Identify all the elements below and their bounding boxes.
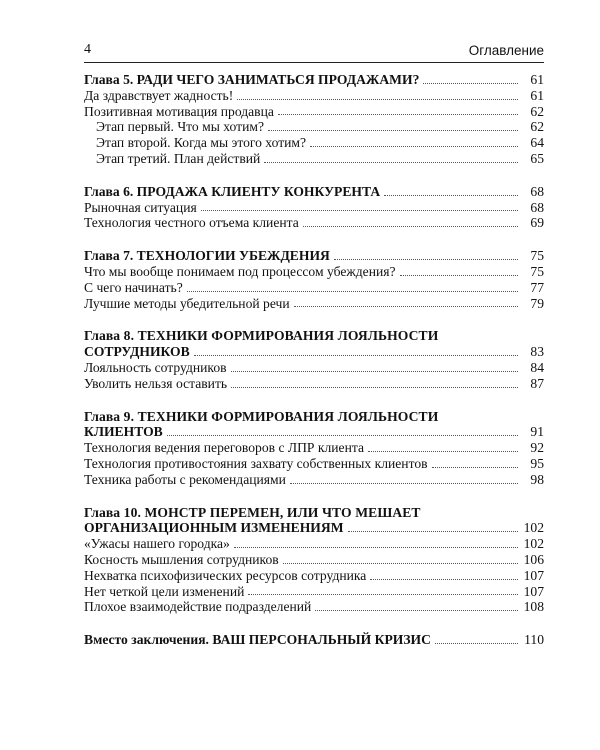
dot-leader xyxy=(167,435,518,436)
toc-entry-title: Да здравствует жадность! xyxy=(84,87,234,103)
dot-leader xyxy=(201,210,518,211)
toc-entry-title: Что мы вообще понимаем под процессом убеждения? xyxy=(84,263,396,279)
toc-entry[interactable] xyxy=(84,360,544,376)
dot-leader xyxy=(432,467,518,468)
dot-leader xyxy=(194,355,518,356)
table-of-contents xyxy=(84,72,544,648)
toc-entry-page: 61 xyxy=(530,72,544,87)
chapter-section xyxy=(84,505,544,616)
toc-entry-page: 77 xyxy=(530,279,544,295)
toc-entry-title: Лояльность сотрудников xyxy=(84,359,227,375)
toc-entry-page: 84 xyxy=(530,359,544,375)
chapter-heading[interactable] xyxy=(84,424,544,440)
toc-entry[interactable] xyxy=(84,151,544,167)
toc-entry-title: Уволить нельзя оставить xyxy=(84,375,228,391)
toc-entry-page: 107 xyxy=(523,583,544,599)
dot-leader xyxy=(231,387,518,388)
toc-entry[interactable] xyxy=(84,280,544,296)
toc-entry[interactable] xyxy=(84,472,544,488)
dot-leader xyxy=(278,114,518,115)
toc-entry-page: 75 xyxy=(530,263,544,279)
chapter-heading[interactable] xyxy=(84,72,544,88)
toc-entry-title: Глава 6. ПРОДАЖА КЛИЕНТУ КОНКУРЕНТА xyxy=(84,183,381,199)
chapter-section xyxy=(84,248,544,311)
toc-entry[interactable] xyxy=(84,88,544,104)
chapter-section xyxy=(84,632,544,648)
toc-entry-page: 61 xyxy=(530,87,544,103)
toc-entry-page: 68 xyxy=(530,199,544,215)
chapter-heading[interactable] xyxy=(84,248,544,264)
toc-entry-title: СОТРУДНИКОВ xyxy=(84,344,190,360)
chapter-section xyxy=(84,409,544,488)
toc-entry[interactable] xyxy=(84,536,544,552)
dot-leader xyxy=(423,83,518,84)
toc-entry[interactable] xyxy=(84,264,544,280)
toc-entry-title: Нехватка психофизических ресурсов сотрудника xyxy=(84,567,367,583)
toc-entry-page: 69 xyxy=(530,215,544,231)
page-header xyxy=(84,38,544,63)
toc-entry-page: 92 xyxy=(530,440,544,456)
toc-entry-title: «Ужасы нашего городка» xyxy=(84,536,230,552)
toc-entry-page: 107 xyxy=(523,567,544,583)
dot-leader xyxy=(334,259,518,260)
toc-entry-title: С чего начинать? xyxy=(84,279,183,295)
toc-entry[interactable] xyxy=(84,135,544,151)
chapter-heading[interactable] xyxy=(84,344,544,360)
dot-leader xyxy=(187,291,518,292)
toc-entry[interactable] xyxy=(84,296,544,312)
dot-leader xyxy=(264,162,518,163)
dot-leader xyxy=(310,146,518,147)
toc-entry-title: Этап третий. План действий xyxy=(96,150,261,166)
chapter-heading[interactable] xyxy=(84,632,544,648)
toc-entry-title: Рыночная ситуация xyxy=(84,199,197,215)
dot-leader xyxy=(248,594,518,595)
toc-entry-page: 102 xyxy=(523,536,544,552)
dot-leader xyxy=(435,643,518,644)
toc-entry-page: 87 xyxy=(530,375,544,391)
chapter-heading: Глава 9. ТЕХНИКИ ФОРМИРОВАНИЯ ЛОЯЛЬНОСТИ xyxy=(84,408,439,424)
page-number: 4 xyxy=(84,42,91,57)
chapter-section xyxy=(84,72,544,167)
toc-entry[interactable] xyxy=(84,552,544,568)
toc-entry[interactable] xyxy=(84,568,544,584)
page-title: Оглавление xyxy=(468,43,544,58)
toc-entry-title: Техника работы с рекомендациями xyxy=(84,471,286,487)
toc-entry-title: Глава 5. РАДИ ЧЕГО ЗАНИМАТЬСЯ ПРОДАЖАМИ? xyxy=(84,72,420,87)
toc-entry[interactable] xyxy=(84,599,544,615)
toc-entry-title: Технология честного отъема клиента xyxy=(84,215,299,231)
toc-entry-page: 62 xyxy=(530,119,544,135)
chapter-heading: Глава 8. ТЕХНИКИ ФОРМИРОВАНИЯ ЛОЯЛЬНОСТИ xyxy=(84,328,439,344)
dot-leader xyxy=(368,451,518,452)
toc-entry-title: ОРГАНИЗАЦИОННЫМ ИЗМЕНЕНИЯМ xyxy=(84,520,344,536)
toc-entry-page: 65 xyxy=(530,150,544,166)
toc-entry-title: КЛИЕНТОВ xyxy=(84,424,163,440)
toc-entry-page: 62 xyxy=(530,103,544,119)
toc-entry-page: 108 xyxy=(523,599,544,615)
toc-entry-title: Этап второй. Когда мы этого хотим? xyxy=(96,135,307,151)
toc-entry[interactable] xyxy=(84,376,544,392)
toc-entry-title: Лучшие методы убедительной речи xyxy=(84,295,290,311)
toc-entry-page: 75 xyxy=(530,248,544,264)
toc-entry-page: 110 xyxy=(524,632,544,648)
toc-entry-page: 102 xyxy=(523,520,544,536)
toc-entry-title: Этап первый. Что мы хотим? xyxy=(96,119,265,135)
dot-leader xyxy=(237,99,518,100)
toc-entry-title: Позитивная мотивация продавца xyxy=(84,103,274,119)
toc-entry-title: Вместо заключения. ВАШ ПЕРСОНАЛЬНЫЙ КРИЗИС xyxy=(84,632,431,648)
dot-leader xyxy=(303,226,518,227)
toc-entry-page: 68 xyxy=(530,183,544,199)
toc-entry-title: Глава 7. ТЕХНОЛОГИИ УБЕЖДЕНИЯ xyxy=(84,248,330,264)
toc-entry[interactable] xyxy=(84,200,544,216)
toc-entry-page: 79 xyxy=(530,295,544,311)
toc-entry-page: 98 xyxy=(530,471,544,487)
dot-leader xyxy=(400,275,518,276)
toc-entry-page: 91 xyxy=(530,424,544,440)
toc-entry[interactable] xyxy=(84,440,544,456)
toc-entry-title: Технология противостояния захвату собственных клиентов xyxy=(84,455,428,471)
toc-entry[interactable] xyxy=(84,119,544,135)
toc-entry-page: 106 xyxy=(523,551,544,567)
chapter-section xyxy=(84,184,544,231)
dot-leader xyxy=(283,563,518,564)
toc-entry[interactable] xyxy=(84,584,544,600)
toc-entry-title: Косность мышления сотрудников xyxy=(84,551,279,567)
toc-entry-title: Нет четкой цели изменений xyxy=(84,583,245,599)
dot-leader xyxy=(294,306,518,307)
toc-entry-page: 83 xyxy=(530,344,544,360)
dot-leader xyxy=(348,531,518,532)
toc-entry[interactable] xyxy=(84,215,544,231)
toc-entry-page: 95 xyxy=(530,455,544,471)
chapter-heading[interactable] xyxy=(84,184,544,200)
dot-leader xyxy=(268,130,518,131)
toc-entry[interactable] xyxy=(84,456,544,472)
chapter-section xyxy=(84,328,544,391)
dot-leader xyxy=(231,371,518,372)
toc-entry-title: Плохое взаимодействие подразделений xyxy=(84,599,312,615)
dot-leader xyxy=(234,547,518,548)
dot-leader xyxy=(384,195,518,196)
toc-entry-page: 64 xyxy=(530,135,544,151)
dot-leader xyxy=(290,483,518,484)
chapter-heading[interactable] xyxy=(84,520,544,536)
chapter-heading: Глава 10. МОНСТР ПЕРЕМЕН, ИЛИ ЧТО МЕШАЕТ xyxy=(84,504,421,520)
toc-entry[interactable] xyxy=(84,104,544,120)
dot-leader xyxy=(315,610,518,611)
toc-entry-title: Технология ведения переговоров с ЛПР клиента xyxy=(84,440,364,456)
dot-leader xyxy=(370,579,518,580)
